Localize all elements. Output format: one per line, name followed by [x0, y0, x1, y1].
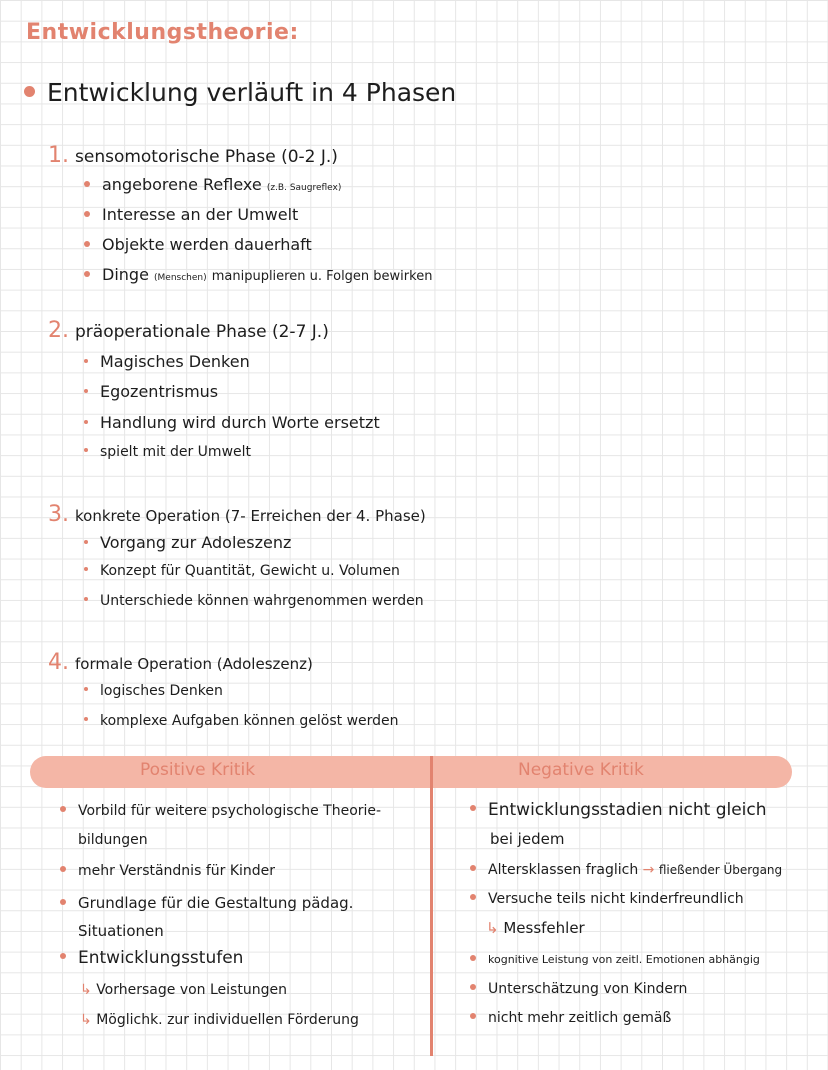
list-item: bildungen: [78, 832, 148, 848]
return-arrow-icon: ↳: [80, 1012, 97, 1028]
return-arrow-icon: ↳: [80, 982, 97, 998]
phase-2-heading: 2. präoperationale Phase (2-7 J.): [48, 318, 329, 343]
list-item: Objekte werden dauerhaft: [84, 235, 312, 254]
bullet-icon: [470, 955, 476, 961]
page-title: Entwicklungstheorie:: [26, 20, 299, 45]
bullet-icon: [84, 420, 88, 424]
list-item: Situationen: [78, 922, 164, 940]
bullet-icon: [60, 953, 66, 959]
list-item: Entwicklungsstufen: [60, 948, 243, 968]
return-arrow-icon: ↳: [486, 919, 504, 937]
bullet-icon: [84, 448, 88, 452]
list-item: Entwicklungsstadien nicht gleich: [470, 800, 767, 820]
list-item: angeborene Reflexe (z.B. Saugreflex): [84, 175, 341, 194]
list-item: Egozentrismus: [84, 382, 218, 401]
bullet-icon: [60, 806, 66, 812]
list-item: ↳ Vorhersage von Leistungen: [80, 982, 287, 998]
bullet-icon: [60, 866, 66, 872]
main-point-text: Entwicklung verläuft in 4 Phasen: [47, 78, 457, 107]
list-item: Handlung wird durch Worte ersetzt: [84, 413, 380, 432]
bullet-icon: [84, 181, 90, 187]
bullet-icon: [84, 687, 88, 691]
bullet-icon: [60, 899, 66, 905]
bullet-icon: [84, 597, 88, 601]
bullet-icon: [24, 86, 35, 97]
arrow-right-icon: →: [638, 862, 659, 878]
list-item: nicht mehr zeitlich gemäß: [470, 1010, 671, 1026]
list-item: Grundlage für die Gestaltung pädag.: [60, 894, 353, 912]
bullet-icon: [470, 984, 476, 990]
bullet-icon: [84, 241, 90, 247]
list-item: Unterschiede können wahrgenommen werden: [84, 593, 424, 609]
list-item: Altersklassen fraglich → fließender Übergang: [470, 862, 782, 878]
negative-critique-title: Negative Kritik: [518, 760, 644, 780]
bullet-icon: [470, 1013, 476, 1019]
list-item: spielt mit der Umwelt: [84, 444, 251, 460]
bullet-icon: [470, 805, 476, 811]
list-item: Dinge (Menschen) manipuplieren u. Folgen bewirken: [84, 265, 432, 284]
list-item: mehr Verständnis für Kinder: [60, 863, 275, 879]
list-item: logisches Denken: [84, 683, 223, 699]
bullet-icon: [84, 359, 88, 363]
bullet-icon: [84, 389, 88, 393]
bullet-icon: [84, 211, 90, 217]
bullet-icon: [470, 894, 476, 900]
bullet-icon: [84, 567, 88, 571]
list-item: Versuche teils nicht kinderfreundlich: [470, 891, 744, 907]
list-item: bei jedem: [490, 830, 565, 848]
phase-1-heading: 1. sensomotorische Phase (0-2 J.): [48, 143, 338, 168]
bullet-icon: [470, 865, 476, 871]
positive-critique-title: Positive Kritik: [140, 760, 256, 780]
list-item: komplexe Aufgaben können gelöst werden: [84, 713, 399, 729]
list-item: Konzept für Quantität, Gewicht u. Volumen: [84, 563, 400, 579]
list-item: kognitive Leistung von zeitl. Emotionen abhängig: [470, 953, 760, 966]
list-item: Interesse an der Umwelt: [84, 205, 298, 224]
phase-3-heading: 3. konkrete Operation (7- Erreichen der 4. Phase): [48, 502, 426, 527]
list-item: Vorgang zur Adoleszenz: [84, 533, 291, 552]
column-divider: [430, 756, 433, 1056]
list-item: Vorbild für weitere psychologische Theorie-: [60, 803, 381, 819]
list-item: Magisches Denken: [84, 352, 250, 371]
list-item: ↳ Möglichk. zur individuellen Förderung: [80, 1012, 359, 1028]
bullet-icon: [84, 271, 90, 277]
bullet-icon: [84, 717, 88, 721]
main-point: [24, 78, 456, 107]
bullet-icon: [84, 540, 88, 544]
list-item: Unterschätzung von Kindern: [470, 981, 687, 997]
phase-4-heading: 4. formale Operation (Adoleszenz): [48, 650, 313, 675]
list-item: ↳ Messfehler: [486, 919, 585, 937]
